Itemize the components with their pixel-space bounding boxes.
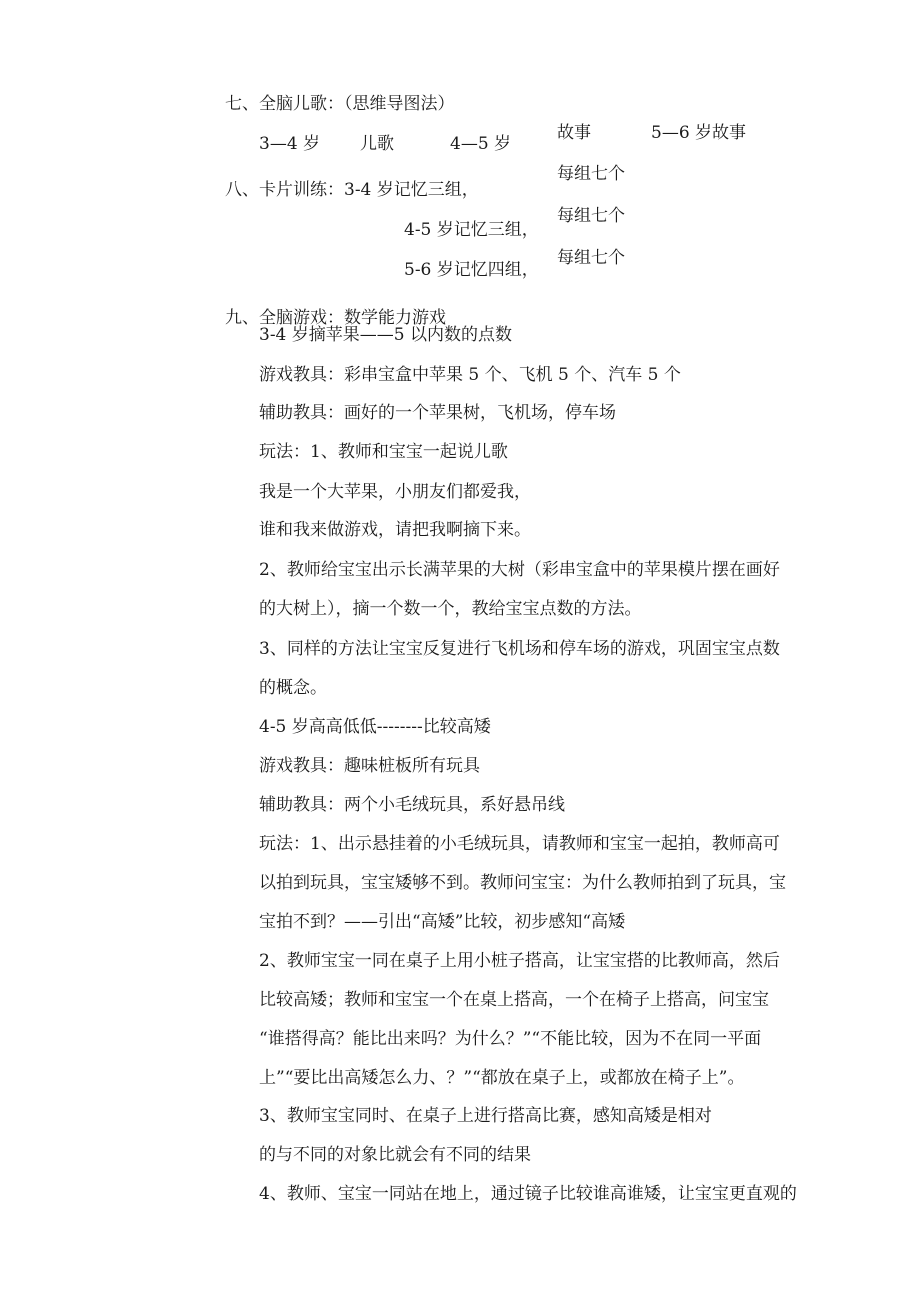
body-line: 的概念。 [259,678,327,698]
body-line: 4、教师、宝宝一同站在地上，通过镜子比较谁高谁矮，让宝宝更直观的 [259,1184,797,1204]
body-line: 宝拍不到？——引出“高矮”比较，初步感知“高矮 [259,912,626,932]
card-line-4-5: 4-5 岁记忆三组， [404,220,539,240]
body-line: 3、教师宝宝同时、在桌子上进行搭高比赛，感知高矮是相对 [259,1106,712,1126]
body-line: 游戏教具：彩串宝盒中苹果 5 个、飞机 5 个、汽车 5 个 [259,365,681,385]
body-line: 辅助教具：两个小毛绒玩具，系好悬吊线 [259,795,565,815]
age-label-3-4: 3—4 岁 [259,134,321,154]
card-note-1: 每组七个 [557,164,625,184]
body-line: 2、教师给宝宝出示长满苹果的大树（彩串宝盒中的苹果模片摆在画好 [259,560,780,580]
body-line: 我是一个大苹果，小朋友们都爱我， [259,482,531,502]
body-line: 3-4 岁摘苹果——5 以内数的点数 [259,325,512,345]
body-line: 上”“要比出高矮怎么力、？”“都放在桌子上，或都放在椅子上”。 [259,1068,745,1088]
body-line: 比较高矮；教师和宝宝一个在桌上搭高，一个在椅子上搭高，问宝宝 [259,990,769,1010]
body-line: 2、教师宝宝一同在桌子上用小桩子搭高，让宝宝搭的比教师高，然后 [259,951,780,971]
body-line: 玩法：1、教师和宝宝一起说儿歌 [259,442,508,462]
section-heading-8: 八、卡片训练：3-4 岁记忆三组， [225,180,479,200]
body-line: 以拍到玩具，宝宝矮够不到。教师问宝宝：为什么教师拍到了玩具，宝 [259,873,786,893]
body-line: 的与不同的对象比就会有不同的结果 [259,1145,531,1165]
section-heading-9-clipped: 九、全脑游戏：数学能力游戏 [225,308,446,328]
item-label-rhyme: 儿歌 [360,134,394,154]
body-line: 谁和我来做游戏，请把我啊摘下来。 [259,520,531,540]
body-line: 的大树上），摘一个数一个，教给宝宝点数的方法。 [259,599,642,619]
card-note-2: 每组七个 [557,206,625,226]
card-line-5-6: 5-6 岁记忆四组， [404,260,539,280]
body-line: 玩法：1、出示悬挂着的小毛绒玩具，请教师和宝宝一起拍，教师高可 [259,834,780,854]
body-line: 辅助教具：画好的一个苹果树，飞机场，停车场 [259,403,616,423]
body-line: “谁搭得高？能比出来吗？为什么？”“不能比较，因为不在同一平面 [259,1029,762,1049]
body-line: 4-5 岁高高低低--------比较高矮 [259,717,491,737]
item-label-story: 故事 [557,123,591,143]
card-note-3: 每组七个 [557,248,625,268]
age-label-4-5: 4—5 岁 [450,134,512,154]
age-label-5-6-story: 5—6 岁故事 [651,123,747,143]
section-heading-7: 七、全脑儿歌：（思维导图法） [225,94,455,114]
body-line: 3、同样的方法让宝宝反复进行飞机场和停车场的游戏，巩固宝宝点数 [259,639,780,659]
body-line: 游戏教具：趣味桩板所有玩具 [259,756,480,776]
